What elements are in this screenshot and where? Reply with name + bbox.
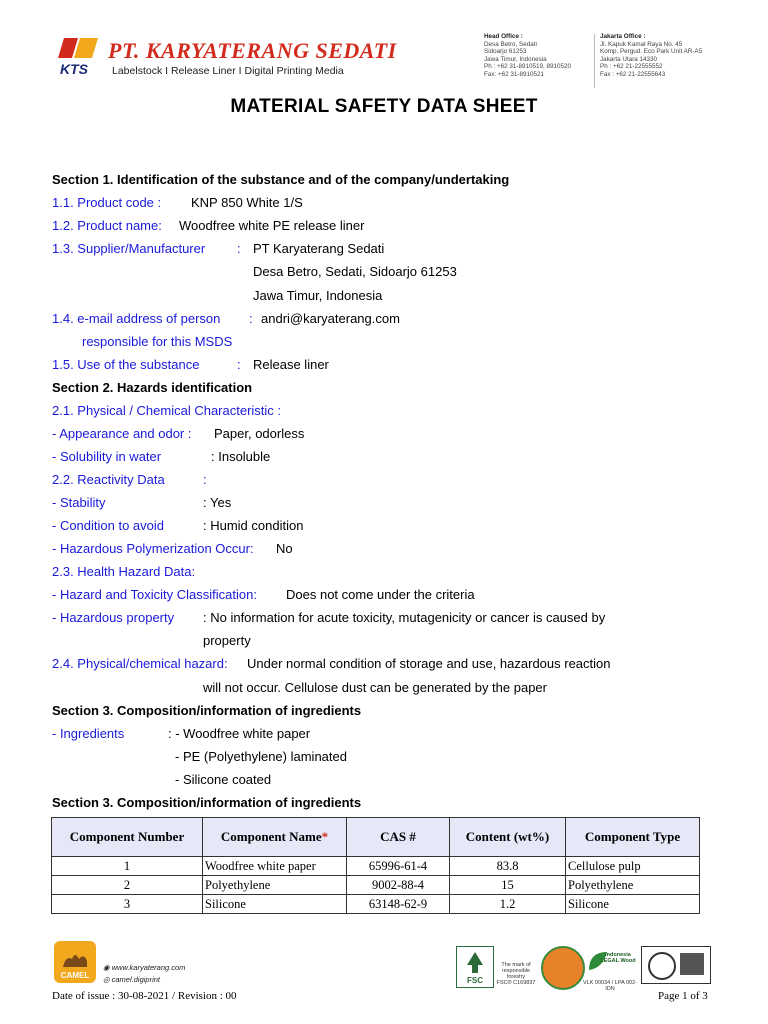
table-cell: Polyethylene [203, 876, 347, 895]
company-tagline: Labelstock I Release Liner I Digital Printing Media [112, 65, 344, 77]
product-code-value: KNP 850 White 1/S [191, 195, 303, 210]
camel-logo [54, 941, 96, 983]
table-cell: 83.8 [450, 857, 566, 876]
head-office-address: Head Office : Desa Betro, Sedati Sidoarjo 61253 Jawa Timur, Indonesia Ph : +62 31-8910519, 8910520 Fax: +62 31-8910521 [484, 33, 572, 78]
email-label-continued: responsible for this MSDS [82, 334, 233, 349]
section1-heading: Section 1. Identification of the substance and of the company/undertaking [52, 172, 510, 187]
stability-label: - Stability [52, 495, 106, 510]
appearance-label: - Appearance and odor : [52, 426, 192, 441]
supplier-line-3: Jawa Timur, Indonesia [253, 288, 383, 303]
required-asterisk: * [321, 829, 329, 844]
svg-text:FSC: FSC [467, 976, 483, 985]
svg-text:KTS: KTS [60, 61, 88, 77]
column-header: CAS # [347, 818, 450, 857]
physical-hazard-line-1: Under normal condition of storage and use, hazardous reaction [247, 656, 611, 671]
company-name: PT. KARYATERANG SEDATI [108, 38, 397, 63]
fsc-logo [456, 946, 494, 988]
ingredient-item: : - Woodfree white paper [168, 726, 311, 741]
table-row [52, 876, 700, 895]
website-link[interactable]: ◉ www.karyaterang.com [103, 963, 186, 972]
polymerization-label: - Hazardous Polymerization Occur: [52, 541, 254, 556]
condition-label: - Condition to avoid [52, 518, 165, 533]
table-cell: Woodfree white paper [203, 857, 347, 876]
hazardous-property-line-1: : No information for acute toxicity, mutagenicity or cancer is caused by [203, 610, 606, 625]
office-divider [594, 34, 595, 88]
column-header: Component Type [566, 818, 700, 857]
hazardous-property-line-2: property [203, 633, 251, 648]
table-cell: 2 [52, 876, 203, 895]
column-header: Component Number [52, 818, 203, 857]
legal-wood-text: Indonesia LEGAL Wood [600, 952, 636, 964]
hazardous-property-label: - Hazardous property [52, 610, 175, 625]
supplier-line-2: Desa Betro, Sedati, Sidoarjo 61253 [253, 264, 457, 279]
kts-logo-icon [58, 36, 100, 80]
supplier-colon: : [237, 241, 241, 256]
company-logo [58, 36, 100, 80]
table-cell: 1 [52, 857, 203, 876]
iso-certification-logo [641, 946, 711, 984]
use-colon: : [237, 357, 241, 372]
ingredient-item: - PE (Polyethylene) laminated [175, 749, 347, 764]
page-number: Page 1 of 3 [658, 990, 708, 1002]
fsc-tree-icon [457, 947, 493, 987]
physical-hazard-line-2: will not occur. Cellulose dust can be generated by the paper [203, 680, 547, 695]
reactivity-label: 2.2. Reactivity Data [52, 472, 165, 487]
health-hazard-label: 2.3. Health Hazard Data: [52, 564, 196, 579]
jakarta-office-address: Jakarta Office : Jl. Kapuk Kamal Raya No. 45 Komp. Pergud. Eco Park Unit AR-A5 Jakarta Utara 14330 Ph : +62 21-22555552 Fax : +62 21-22555643 [600, 33, 703, 78]
table-header-row [52, 818, 700, 857]
solubility-value: : Insoluble [211, 449, 271, 464]
solubility-label: - Solubility in water [52, 449, 162, 464]
iso-seal-icon [648, 952, 676, 980]
use-label: 1.5. Use of the substance [52, 357, 200, 372]
table-cell: Silicone [203, 895, 347, 914]
toxicity-label: - Hazard and Toxicity Classification: [52, 587, 257, 602]
product-code-label: 1.1. Product code : [52, 195, 162, 210]
email-value: andri@karyaterang.com [261, 311, 400, 326]
product-name-value: Woodfree white PE release liner [179, 218, 365, 233]
table-cell: Polyethylene [566, 876, 700, 895]
supplier-label: 1.3. Supplier/Manufacturer [52, 241, 206, 256]
certification-seal-icon [541, 946, 585, 990]
accreditation-mark-icon [680, 953, 704, 975]
email-label: 1.4. e-mail address of person [52, 311, 221, 326]
email-colon: : [249, 311, 253, 326]
appearance-value: Paper, odorless [214, 426, 305, 441]
table-cell: Cellulose pulp [566, 857, 700, 876]
column-header: Component Name* [203, 818, 347, 857]
supplier-line-1: PT Karyaterang Sedati [253, 241, 385, 256]
table-cell: Silicone [566, 895, 700, 914]
product-name-label: 1.2. Product name: [52, 218, 162, 233]
ingredients-label: - Ingredients [52, 726, 125, 741]
section2-heading: Section 2. Hazards identification [52, 380, 253, 395]
date-of-issue: Date of issue : 30-08-2021 / Revision : 00 [52, 990, 237, 1002]
condition-value: : Humid condition [203, 518, 304, 533]
ingredient-item: - Silicone coated [175, 772, 272, 787]
table-cell: 65996-61-4 [347, 857, 450, 876]
legal-wood-code: VLK 00034 / LPA 002-IDN [582, 980, 638, 992]
table-cell: 63148-62-9 [347, 895, 450, 914]
use-value: Release liner [253, 357, 329, 372]
polymerization-value: No [276, 541, 293, 556]
composition-table [51, 817, 700, 914]
camel-icon [54, 941, 96, 983]
table-row [52, 895, 700, 914]
stability-value: : Yes [203, 495, 232, 510]
toxicity-value: Does not come under the criteria [286, 587, 475, 602]
physical-hazard-label: 2.4. Physical/chemical hazard: [52, 656, 228, 671]
instagram-icon: ◎ [103, 975, 112, 984]
table-cell: 1.2 [450, 895, 566, 914]
svg-text:CAMEL: CAMEL [60, 971, 90, 980]
table-cell: 3 [52, 895, 203, 914]
column-header: Content (wt%) [450, 818, 566, 857]
fsc-caption: The mark of responsible forestry FSC® C169837 [496, 962, 536, 986]
table-cell: 9002-88-4 [347, 876, 450, 895]
document-title: MATERIAL SAFETY DATA SHEET [230, 96, 538, 117]
instagram-link[interactable]: ◎ camel.digiprint [103, 975, 160, 984]
reactivity-colon: : [203, 472, 207, 487]
table-cell: 15 [450, 876, 566, 895]
phys-chem-label: 2.1. Physical / Chemical Characteristic : [52, 403, 282, 418]
section3-heading: Section 3. Composition/information of ingredients [52, 703, 362, 718]
table-row [52, 857, 700, 876]
globe-icon: ◉ [103, 963, 112, 972]
section3-table-heading: Section 3. Composition/information of ingredients [52, 795, 362, 810]
